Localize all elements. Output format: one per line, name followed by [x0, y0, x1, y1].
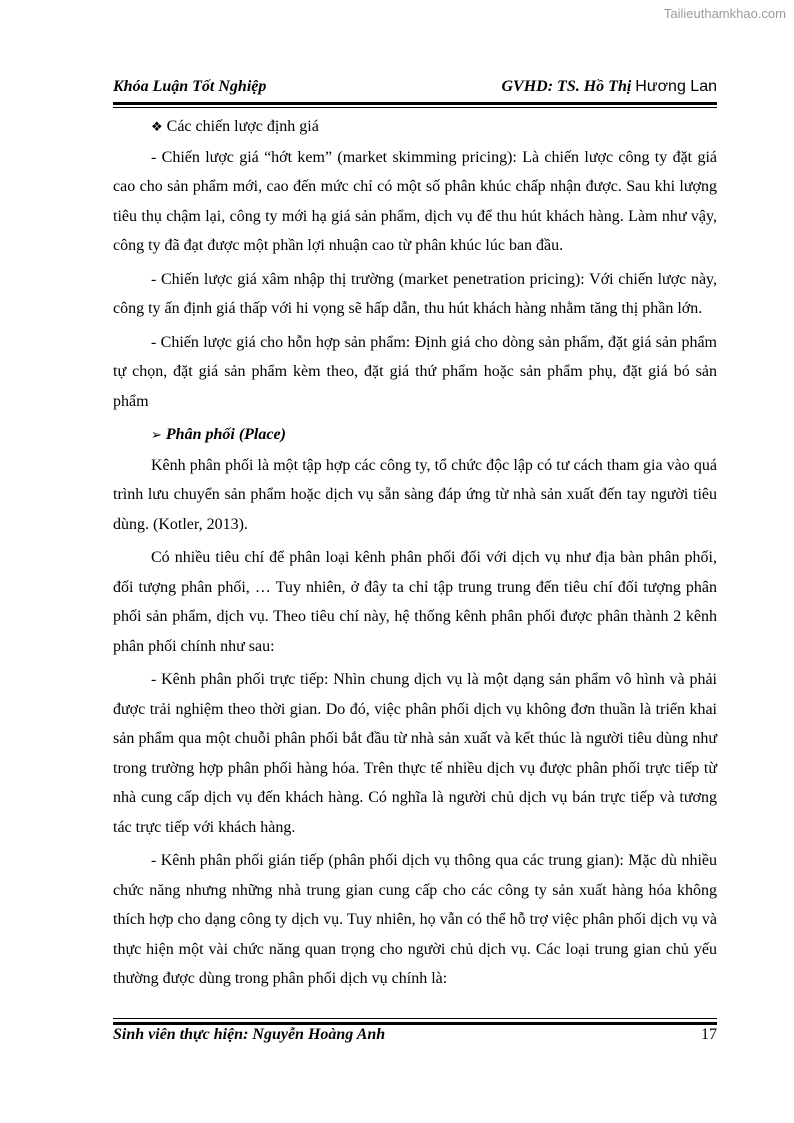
page-header	[113, 78, 717, 100]
pricing-strategies-heading-text: Các chiến lược định giá	[166, 118, 319, 135]
header-rule-thick	[113, 102, 717, 105]
header-thesis-title: Khóa Luận Tốt Nghiệp	[113, 78, 267, 95]
footer-rule-thick	[113, 1022, 717, 1025]
header-advisor-bold: GVHD: TS. Hồ Thị	[501, 78, 632, 95]
footer-rule-thin	[113, 1018, 717, 1019]
paragraph-penetration-pricing: - Chiến lược giá xâm nhập thị trường (market penetration pricing): Với chiến lược này, công ty ấn định giá thấp với hi vọng sẽ hấp dẫn, thu hút khách hàng nhằm tăng thị phần lớn.	[113, 270, 717, 317]
place-heading-text: Phân phối (Place)	[165, 426, 286, 443]
header-advisor	[502, 78, 718, 96]
paragraph-distribution-definition: Kênh phân phối là một tập hợp các công ty, tổ chức độc lập có tư cách tham gia vào quá trình lưu chuyển sản phẩm hoặc dịch vụ sẵn sàng đáp ứng từ nhà sản xuất đến tay người tiêu dùng. (Kotler, 2013).	[113, 456, 717, 533]
footer-student: Sinh viên thực hiện: Nguyễn Hoàng Anh	[113, 1026, 386, 1043]
paragraph-indirect-channel: - Kênh phân phối gián tiếp (phân phối dịch vụ thông qua các trung gian): Mặc dù nhiều chức năng nhưng những nhà trung gian cung cấp cho các công ty sản xuất hàng hóa không thích hợp cho dạng công ty dịch vụ. Tuy nhiên, họ vẫn có thể hỗ trợ việc phân phối dịch vụ và thực hiện một vài chức năng quan trọng cho người chủ dịch vụ. Các loại trung gian chủ yếu thường được dùng trong phân phối dịch vụ chính là:	[113, 852, 717, 987]
header-rule-thin	[113, 107, 717, 108]
paragraph-direct-channel: - Kênh phân phối trực tiếp: Nhìn chung dịch vụ là một dạng sản phẩm vô hình và phải được trải nghiệm theo thời gian. Do đó, việc phân phối dịch vụ không đơn thuần là triển khai sản phẩm qua một chuỗi phân phối bắt đầu từ nhà sản xuất và kết thúc là người tiêu dùng như trong trường hợp phân phối hàng hóa. Trên thực tế nhiều dịch vụ được phân phối trực tiếp từ nhà cung cấp dịch vụ đến khách hàng. Có nghĩa là người chủ dịch vụ bán trực tiếp và tương tác trực tiếp với khách hàng.	[113, 671, 717, 836]
pricing-strategies-heading	[113, 112, 717, 143]
page-number: 17	[701, 1026, 717, 1043]
place-heading	[113, 420, 717, 451]
paragraph-skimming-pricing: - Chiến lược giá “hớt kem” (market skimming pricing): Là chiến lược công ty đặt giá cao cho sản phẩm mới, cao đến mức chỉ có một số phân khúc chấp nhận được. Sau khi lượng tiêu thụ chậm lại, công ty mới hạ giá sản phẩm, dịch vụ để thu hút khách hàng. Làm như vậy, công ty đã đạt được một phần lợi nhuận cao từ phân khúc lúc ban đầu.	[113, 148, 717, 254]
paragraph-distribution-criteria: Có nhiều tiêu chí để phân loại kênh phân phối đối với dịch vụ như địa bàn phân phối, đối tượng phân phối, … Tuy nhiên, ở đây ta chỉ tập trung trung đến tiêu chí đối tượng phân phối sản phẩm, dịch vụ. Theo tiêu chí này, hệ thống kênh phân phối được phân thành 2 kênh phân phối chính như sau:	[113, 549, 717, 655]
header-advisor-name: Hương Lan	[635, 78, 717, 95]
page-body	[113, 112, 717, 994]
page-footer	[113, 1026, 717, 1050]
diamond-bullet-icon: ❖	[151, 120, 163, 135]
paragraph-product-mix-pricing: - Chiến lược giá cho hỗn hợp sản phẩm: Định giá cho dòng sản phẩm, đặt giá sản phẩm tự chọn, đặt giá sản phẩm kèm theo, đặt giá thứ phẩm hoặc sản phẩm phụ, đặt giá bó sản phẩm	[113, 333, 717, 410]
watermark: Tailieuthamkhao.com	[663, 6, 786, 21]
arrow-bullet-icon: ➢	[151, 428, 162, 443]
